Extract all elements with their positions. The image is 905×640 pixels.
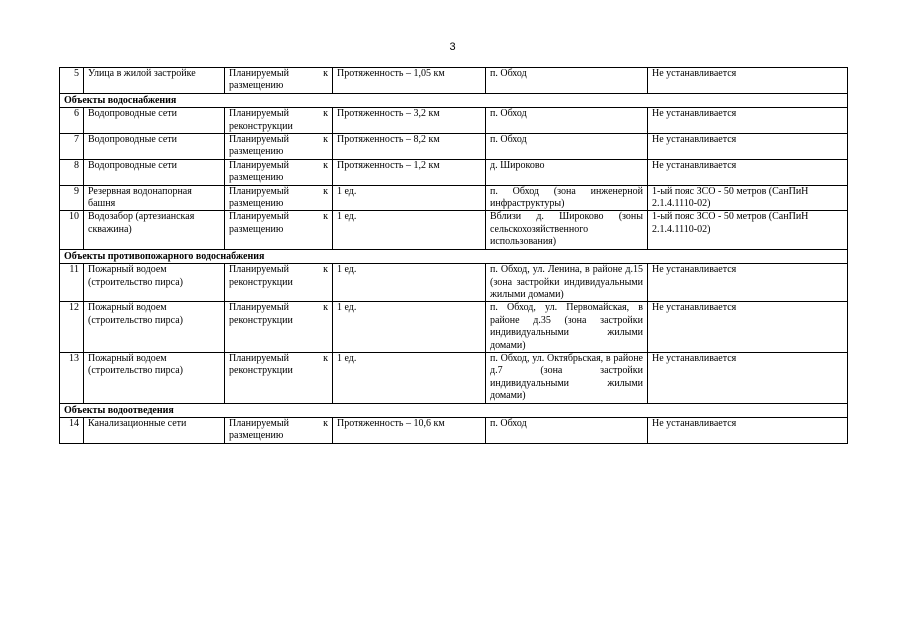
object-capacity: 1 ед. xyxy=(333,211,486,249)
object-zone: 1-ый пояс ЗСО - 50 метров (СанПиН 2.1.4.1110-02) xyxy=(648,211,848,249)
object-capacity: Протяженность – 10,6 км xyxy=(333,417,486,443)
table-row xyxy=(60,159,848,185)
row-number: 11 xyxy=(60,264,84,302)
object-status: Планируемый к размещению xyxy=(225,211,333,249)
row-number: 13 xyxy=(60,352,84,403)
object-zone: Не устанавливается xyxy=(648,108,848,134)
table-row xyxy=(60,417,848,443)
row-number: 9 xyxy=(60,185,84,211)
object-location: п. Обход (зона инженерной инфраструктуры) xyxy=(486,185,648,211)
table-row xyxy=(60,108,848,134)
object-name: Резервная водонапорная башня xyxy=(84,185,225,211)
object-status: Планируемый к реконструкции xyxy=(225,108,333,134)
object-zone: 1-ый пояс ЗСО - 50 метров (СанПиН 2.1.4.1110-02) xyxy=(648,185,848,211)
page-number: 3 xyxy=(449,41,456,53)
object-location: п. Обход xyxy=(486,68,648,94)
object-status: Планируемый к реконструкции xyxy=(225,264,333,302)
object-name: Пожарный водоем (строительство пирса) xyxy=(84,352,225,403)
object-zone: Не устанавливается xyxy=(648,264,848,302)
table-row xyxy=(60,264,848,302)
object-status: Планируемый к размещению xyxy=(225,68,333,94)
object-capacity: Протяженность – 3,2 км xyxy=(333,108,486,134)
table-row xyxy=(60,68,848,94)
object-location: д. Широково xyxy=(486,159,648,185)
table-row xyxy=(60,302,848,353)
object-capacity: 1 ед. xyxy=(333,302,486,353)
row-number: 14 xyxy=(60,417,84,443)
object-status: Планируемый к размещению xyxy=(225,185,333,211)
section-header-row xyxy=(60,93,848,107)
object-zone: Не устанавливается xyxy=(648,68,848,94)
object-name: Водозабор (артезианская скважина) xyxy=(84,211,225,249)
row-number: 8 xyxy=(60,159,84,185)
row-number: 12 xyxy=(60,302,84,353)
table-row xyxy=(60,185,848,211)
row-number: 10 xyxy=(60,211,84,249)
table-row xyxy=(60,211,848,249)
object-zone: Не устанавливается xyxy=(648,302,848,353)
object-zone: Не устанавливается xyxy=(648,159,848,185)
object-name: Канализационные сети xyxy=(84,417,225,443)
row-number: 7 xyxy=(60,134,84,160)
object-name: Пожарный водоем (строительство пирса) xyxy=(84,302,225,353)
object-zone: Не устанавливается xyxy=(648,417,848,443)
object-location: Вблизи д. Широково (зоны сельскохозяйственного использования) xyxy=(486,211,648,249)
row-number: 6 xyxy=(60,108,84,134)
object-location: п. Обход, ул. Первомайская, в районе д.35 (зона застройки индивидуальными жилыми домами) xyxy=(486,302,648,353)
object-zone: Не устанавливается xyxy=(648,134,848,160)
object-capacity: 1 ед. xyxy=(333,264,486,302)
section-title: Объекты водоснабжения xyxy=(60,93,848,107)
section-header-row xyxy=(60,403,848,417)
object-capacity: 1 ед. xyxy=(333,185,486,211)
section-title: Объекты водоотведения xyxy=(60,403,848,417)
table-body xyxy=(60,68,848,444)
object-name: Водопроводные сети xyxy=(84,159,225,185)
object-capacity: Протяженность – 1,05 км xyxy=(333,68,486,94)
objects-table xyxy=(59,67,848,444)
object-name: Пожарный водоем (строительство пирса) xyxy=(84,264,225,302)
object-capacity: Протяженность – 1,2 км xyxy=(333,159,486,185)
object-status: Планируемый к реконструкции xyxy=(225,352,333,403)
object-name: Улица в жилой застройке xyxy=(84,68,225,94)
object-status: Планируемый к размещению xyxy=(225,159,333,185)
object-name: Водопроводные сети xyxy=(84,108,225,134)
row-number: 5 xyxy=(60,68,84,94)
object-location: п. Обход, ул. Октябрьская, в районе д.7 (зона застройки индивидуальными жилыми домами) xyxy=(486,352,648,403)
table-row xyxy=(60,352,848,403)
object-status: Планируемый к размещению xyxy=(225,134,333,160)
section-header-row xyxy=(60,249,848,263)
object-location: п. Обход xyxy=(486,108,648,134)
object-capacity: 1 ед. xyxy=(333,352,486,403)
object-capacity: Протяженность – 8,2 км xyxy=(333,134,486,160)
object-name: Водопроводные сети xyxy=(84,134,225,160)
object-location: п. Обход, ул. Ленина, в районе д.15 (зона застройки индивидуальными жилыми домами) xyxy=(486,264,648,302)
object-location: п. Обход xyxy=(486,134,648,160)
object-location: п. Обход xyxy=(486,417,648,443)
object-status: Планируемый к размещению xyxy=(225,417,333,443)
object-status: Планируемый к реконструкции xyxy=(225,302,333,353)
object-zone: Не устанавливается xyxy=(648,352,848,403)
section-title: Объекты противопожарного водоснабжения xyxy=(60,249,848,263)
table-row xyxy=(60,134,848,160)
